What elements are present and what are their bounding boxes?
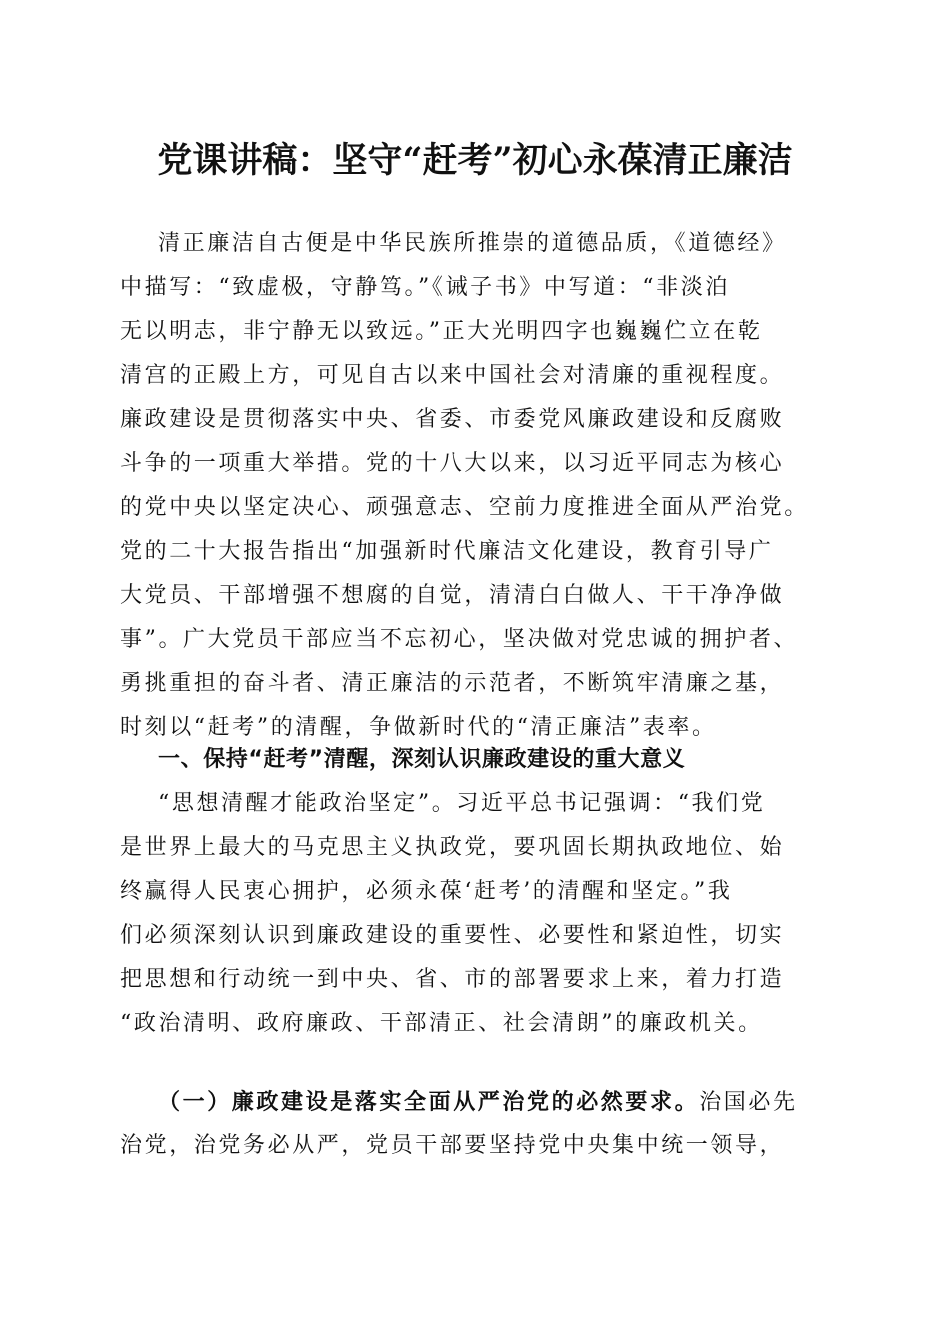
paragraph-section1 bbox=[120, 782, 840, 1046]
paragraph-subsection1 bbox=[120, 1080, 840, 1168]
text-line: 事”。广大党员干部应当不忘初心，坚决做对党忠诚的拥护者、 bbox=[120, 627, 799, 652]
text-line: 廉政建设是贯彻落实中央、省委、市委党风廉政建设和反腐败 bbox=[120, 407, 785, 432]
text-line: 大党员、干部增强不想腐的自觉，清清白白做人、干干净净做 bbox=[120, 583, 785, 608]
text-line: 斗争的一项重大举措。党的十八大以来，以习近平同志为核心 bbox=[120, 451, 785, 476]
paragraph-intro bbox=[120, 222, 840, 750]
text-line: “政治清明、政府廉政、干部清正、社会清朗”的廉政机关。 bbox=[120, 1011, 763, 1036]
text-line: 们必须深刻认识到廉政建设的重要性、必要性和紧迫性，切实 bbox=[120, 923, 785, 948]
text-line: 是世界上最大的马克思主义执政党，要巩固长期执政地位、始 bbox=[120, 835, 785, 860]
text-line bbox=[120, 1080, 840, 1124]
text-line: 中描写：“致虚极，守静笃。”《诫子书》中写道：“非淡泊 bbox=[120, 275, 730, 300]
text-line: 时刻以“赶考”的清醒，争做新时代的“清正廉洁”表率。 bbox=[120, 715, 717, 740]
text-line: 党的二十大报告指出“加强新时代廉洁文化建设，教育引导广 bbox=[120, 539, 774, 564]
subsection-lead: （一）廉政建设是落实全面从严治党的必然要求。 bbox=[158, 1089, 700, 1115]
text-line: 无以明志，非宁静无以致远。”正大光明四字也巍巍伫立在乾 bbox=[120, 319, 763, 344]
text-line: 清宫的正殿上方，可见自古以来中国社会对清廉的重视程度。 bbox=[120, 363, 785, 388]
text-line: 治党，治党务必从严，党员干部要坚持党中央集中统一领导， bbox=[120, 1133, 785, 1158]
text-line: 勇挑重担的奋斗者、清正廉洁的示范者，不断筑牢清廉之基， bbox=[120, 671, 785, 696]
text-span: 治国必先 bbox=[699, 1090, 798, 1115]
text-line: 清正廉洁自古便是中华民族所推崇的道德品质，《道德经》 bbox=[158, 231, 787, 256]
text-line: 终赢得人民衷心拥护，必须永葆‘赶考’的清醒和坚定。”我 bbox=[120, 879, 733, 904]
section-heading: 一、保持“赶考”清醒，深刻认识廉政建设的重大意义 bbox=[158, 747, 686, 772]
section-heading-1 bbox=[120, 738, 840, 782]
text-line: 的党中央以坚定决心、顽强意志、空前力度推进全面从严治党。 bbox=[120, 495, 809, 520]
document-title: 党课讲稿：坚守“赶考”初心永葆清正廉洁 bbox=[157, 140, 793, 181]
text-line: “思想清醒才能政治坚定”。习近平总书记强调：“我们党 bbox=[158, 791, 766, 816]
text-line: 把思想和行动统一到中央、省、市的部署要求上来，着力打造 bbox=[120, 967, 785, 992]
